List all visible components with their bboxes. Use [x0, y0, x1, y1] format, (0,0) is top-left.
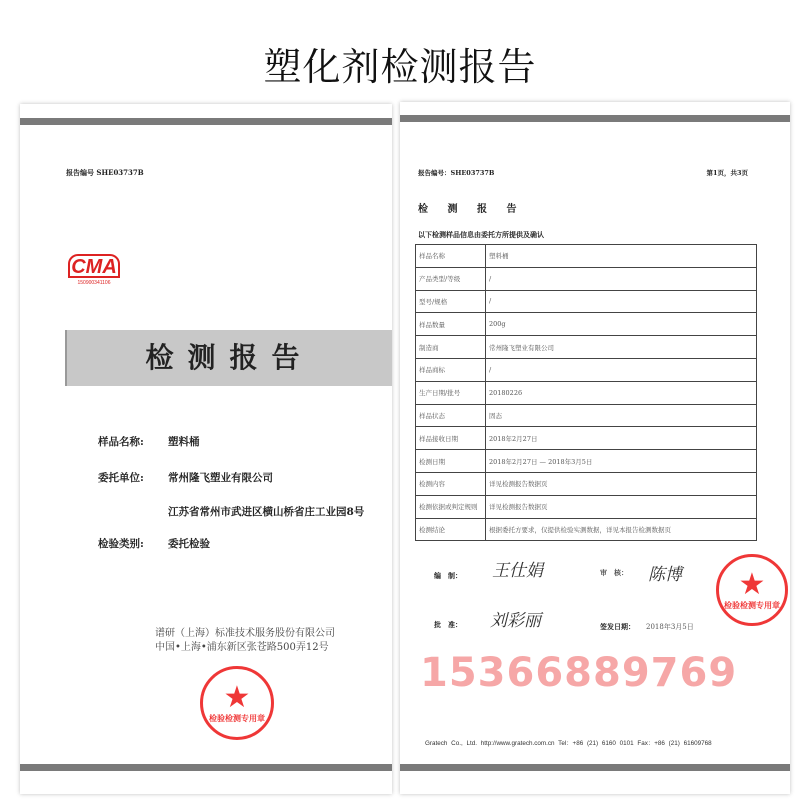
- approve-label: 批 准：: [434, 620, 462, 629]
- star-icon: ★: [223, 679, 251, 715]
- row-value: 根据委托方要求，仅提供检验实测数据，详见本报告检测数据页: [486, 518, 757, 541]
- row-label: 样品商标: [416, 358, 486, 381]
- compiled-signature: 王仕娟: [492, 561, 543, 581]
- cma-number: 150900341106: [77, 280, 111, 286]
- row-value: 详见检测报告数据页: [486, 495, 757, 518]
- row-label: 检测结论: [416, 518, 486, 541]
- field-value: 江苏省常州市武进区横山桥省庄工业园8号: [168, 506, 365, 518]
- table-row: [416, 450, 757, 473]
- table-row: [416, 245, 757, 268]
- row-value: 塑料桶: [486, 245, 757, 268]
- company-footer: Gratech Co., Ltd. http://www.gratech.com.cn Tel：+86 (21) 6160 0101 Fax：+86 (21) 61609768: [425, 740, 712, 747]
- official-stamp: [716, 554, 788, 626]
- official-stamp: [200, 666, 274, 740]
- row-label: 检测内容: [416, 472, 486, 495]
- top-divider: [400, 115, 790, 122]
- row-label: 样品名称: [416, 245, 486, 268]
- row-value: 详见检测报告数据页: [486, 472, 757, 495]
- info-note: 以下检测样品信息由委托方所提供及确认: [418, 230, 544, 239]
- table-row: [416, 427, 757, 450]
- table-row: [416, 472, 757, 495]
- row-value: /: [486, 358, 757, 381]
- page-title: 塑化剂检测报告: [263, 45, 537, 89]
- row-label: 样品接收日期: [416, 427, 486, 450]
- row-label: 型号/规格: [416, 290, 486, 313]
- field-label: 样品名称:: [98, 436, 144, 448]
- cma-logo-text: CMA: [68, 254, 120, 278]
- page-info: 第1页，共3页: [706, 169, 748, 177]
- row-value: 2018年2月27日: [486, 427, 757, 450]
- field-label: 委托单位:: [98, 472, 144, 484]
- review-signature: 陈博: [648, 565, 682, 585]
- table-row: [416, 404, 757, 427]
- table-row: [416, 267, 757, 290]
- report-number: 报告编号 SHE03737B: [66, 168, 144, 177]
- row-value: 2018年2月27日 — 2018年3月5日: [486, 450, 757, 473]
- row-value: 20180226: [486, 381, 757, 404]
- cma-logo: [68, 254, 120, 286]
- compiled-label: 编 制：: [434, 571, 462, 580]
- field-inspection-type: [98, 536, 210, 551]
- cover-heading: 检测报告: [65, 330, 392, 386]
- stamp-text: 检验检测专用章: [724, 599, 780, 610]
- row-value: /: [486, 267, 757, 290]
- field-sample-name: [98, 434, 200, 449]
- row-value: 200g: [486, 313, 757, 336]
- table-row: [416, 495, 757, 518]
- row-value: 固态: [486, 404, 757, 427]
- table-row: [416, 313, 757, 336]
- issue-date-label: 签发日期：: [600, 622, 635, 631]
- report-number: 报告编号：SHE03737B: [418, 169, 495, 177]
- company-name: 谱研（上海）标准技术服务股份有限公司: [155, 628, 335, 639]
- field-value: 常州隆飞塑业有限公司: [168, 472, 273, 484]
- field-value: 塑料桶: [168, 436, 200, 448]
- table-row: [416, 381, 757, 404]
- row-label: 样品状态: [416, 404, 486, 427]
- field-label: [98, 504, 168, 519]
- field-client: [98, 470, 273, 485]
- report-cover-page: [20, 104, 392, 794]
- sample-info-table: [415, 244, 757, 541]
- row-label: 产品类型/等级: [416, 267, 486, 290]
- table-row: [416, 518, 757, 541]
- field-label: 检验类别:: [98, 538, 144, 550]
- field-value: 委托检验: [168, 538, 210, 550]
- phone-watermark: 15366889769: [420, 650, 738, 696]
- detail-heading: 检 测 报 告: [418, 204, 525, 215]
- row-value: /: [486, 290, 757, 313]
- review-label: 审 核：: [600, 568, 628, 577]
- row-label: 生产日期/批号: [416, 381, 486, 404]
- row-label: 制造商: [416, 336, 486, 359]
- row-label: 样品数量: [416, 313, 486, 336]
- field-client-address: [98, 504, 364, 519]
- issue-date: 2018年3月5日: [646, 623, 694, 631]
- approve-signature: 刘彩丽: [490, 611, 541, 631]
- company-address: 中国•上海•浦东新区张苍路500弄12号: [155, 642, 329, 653]
- bottom-divider: [400, 764, 790, 771]
- table-row: [416, 290, 757, 313]
- star-icon: ★: [738, 566, 766, 602]
- row-label: 检测日期: [416, 450, 486, 473]
- row-value: 常州隆飞塑业有限公司: [486, 336, 757, 359]
- stamp-text: 检验检测专用章: [209, 712, 265, 723]
- row-label: 检测依据或判定规则: [416, 495, 486, 518]
- top-divider: [20, 118, 392, 125]
- bottom-divider: [20, 764, 392, 771]
- table-row: [416, 358, 757, 381]
- table-row: [416, 336, 757, 359]
